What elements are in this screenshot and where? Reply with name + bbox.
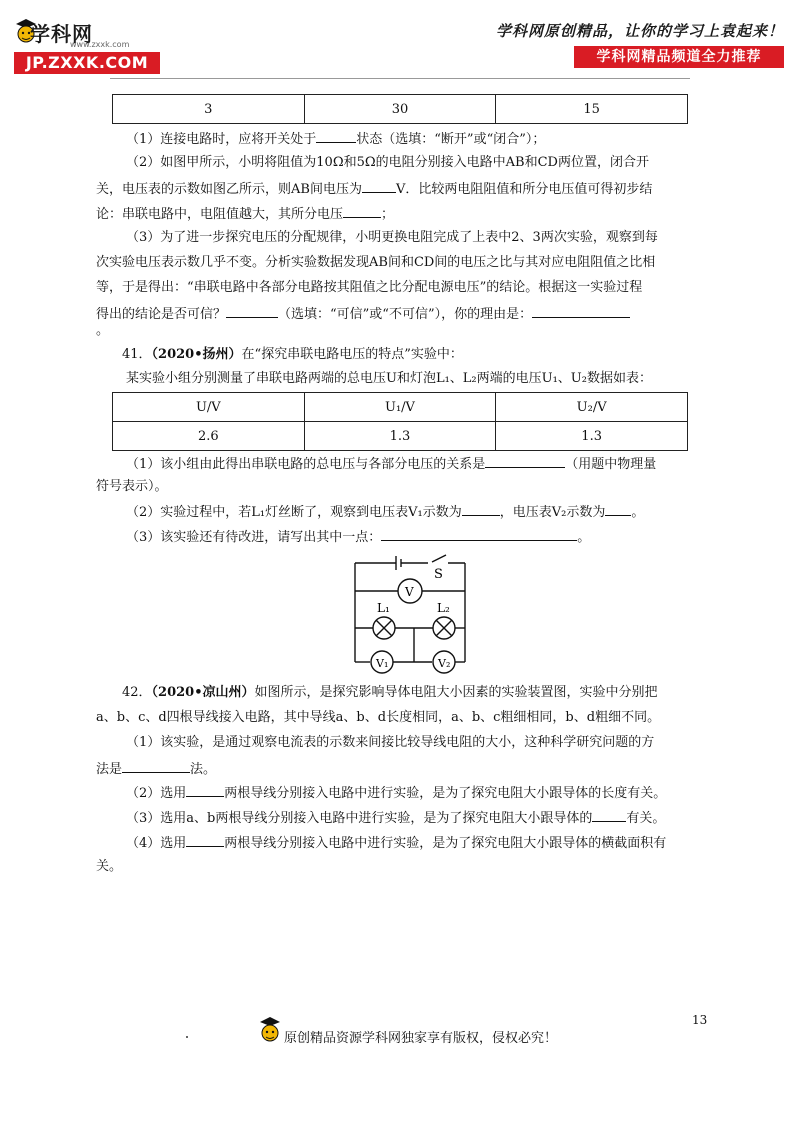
voltmeter2-label: V₂ xyxy=(438,657,451,670)
table-cell: 2.6 xyxy=(113,422,305,451)
answer-blank[interactable] xyxy=(316,129,356,143)
question-line: （3）该实验还有待改进，请写出其中一点： 。 xyxy=(126,527,590,547)
answer-blank[interactable] xyxy=(462,502,500,516)
footer-dot xyxy=(186,1036,188,1038)
question-41-title: 41．（2020•扬州）在“探究串联电路电压的特点”实验中： xyxy=(122,347,463,362)
question-line: （1）连接电路时，应将开关处于 状态（选填：“断开”或“闭合”）； xyxy=(126,129,545,149)
answer-blank[interactable] xyxy=(343,204,381,218)
lamp1-label: L₁ xyxy=(377,601,390,615)
table-row xyxy=(113,422,688,451)
mascot-icon xyxy=(258,1014,282,1046)
voltmeter1-label: V₁ xyxy=(376,657,389,670)
question-line: 次实验电压表示数几乎不变。分析实验数据发现AB间和CD间的电压之比与其对应电阻阻值之比相 xyxy=(96,255,656,270)
header-slogan: 学科网原创精品，让你的学习上袁起来！ xyxy=(495,22,784,40)
answer-blank[interactable] xyxy=(226,304,278,318)
question-line: （2）实验过程中，若L₁灯丝断了，观察到电压表V₁示数为 ，电压表V₂示数为 。 xyxy=(126,502,644,522)
site-logo xyxy=(14,16,164,76)
table-header: U/V xyxy=(113,393,305,422)
answer-blank[interactable] xyxy=(362,179,396,193)
logo-text: 学科网 www.zxxk.com xyxy=(30,22,130,49)
table-cell: 3 xyxy=(113,95,305,124)
table-cell: 1.3 xyxy=(304,422,496,451)
answer-blank[interactable] xyxy=(186,783,224,797)
table-cell: 1.3 xyxy=(496,422,688,451)
answer-blank[interactable] xyxy=(532,304,630,318)
table-cell: 15 xyxy=(496,95,688,124)
logo-url: JP.ZXXK.COM xyxy=(14,52,160,74)
question-line: 法是 法。 xyxy=(96,759,216,779)
data-table-top xyxy=(112,94,688,124)
switch-label: S xyxy=(434,567,443,582)
circuit-diagram xyxy=(340,548,480,674)
question-line: （2）如图甲所示，小明将阻值为10Ω和5Ω的电阻分别接入电路中AB和CD两位置，闭合开 xyxy=(126,155,649,170)
question-line: （3）为了进一步探究电压的分配规律，小明更换电阻完成了上表中2、3两次实验，观察到每 xyxy=(126,230,658,245)
data-table-q41 xyxy=(112,392,688,451)
answer-blank[interactable] xyxy=(381,527,577,541)
table-header-row xyxy=(113,393,688,422)
header-channel-badge: 学科网精品频道全力推荐 xyxy=(574,46,784,68)
question-42-title: 42．（2020•凉山州）如图所示，是探究影响导体电阻大小因素的实验装置图，实验中分别把 xyxy=(122,685,658,700)
header-divider xyxy=(110,78,690,79)
footer-copyright: 原创精品资源学科网独家享有版权，侵权必究！ xyxy=(284,1031,558,1046)
table-cell: 30 xyxy=(304,95,496,124)
question-line: （1）该实验，是通过观察电流表的示数来间接比较导线电阻的大小，这种科学研究问题的方 xyxy=(126,735,655,750)
question-line: 关。 xyxy=(96,859,123,874)
question-line: 等，于是得出：“串联电路中各部分电路按其阻值之比分配电源电压”的结论。根据这一实验过程 xyxy=(96,280,643,295)
question-line: （2）选用 两根导线分别接入电路中进行实验，是为了探究电阻大小跟导体的长度有关。 xyxy=(126,783,666,803)
page-number: 13 xyxy=(692,1013,708,1027)
question-line: 得出的结论是否可信？ （选填：“可信”或“不可信”），你的理由是： xyxy=(96,304,630,324)
answer-blank[interactable] xyxy=(592,808,626,822)
answer-blank[interactable] xyxy=(122,759,190,773)
table-row xyxy=(113,95,688,124)
question-line: 符号表示）。 xyxy=(96,479,168,494)
lamp2-label: L₂ xyxy=(437,601,450,615)
table-header: U₂/V xyxy=(496,393,688,422)
question-line: （1）该小组由此得出串联电路的总电压与各部分电压的关系是 （用题中物理量 xyxy=(126,454,656,474)
question-line: 论：串联电路中，电阻值越大，其所分电压 ； xyxy=(96,204,394,224)
question-line: （4）选用 两根导线分别接入电路中进行实验，是为了探究电阻大小跟导体的横截面积有 xyxy=(126,833,666,853)
question-line: （3）选用a、b两根导线分别接入电路中进行实验，是为了探究电阻大小跟导体的 有关。 xyxy=(126,808,665,828)
answer-blank[interactable] xyxy=(605,502,631,516)
question-line: 。 xyxy=(96,323,110,338)
question-line: a、b、c、d四根导线接入电路，其中导线a、b、d长度相同，a、b、c粗细相同，b、d粗细不同。 xyxy=(96,710,661,725)
question-line: 关，电压表的示数如图乙所示，则AB间电压为 V．比较两电阻阻值和所分电压值可得初步结 xyxy=(96,179,652,199)
voltmeter-label: V xyxy=(405,585,414,599)
answer-blank[interactable] xyxy=(485,454,565,468)
table-header: U₁/V xyxy=(304,393,496,422)
question-line: 某实验小组分别测量了串联电路两端的总电压U和灯泡L₁、L₂两端的电压U₁、U₂数据如表： xyxy=(126,371,652,386)
answer-blank[interactable] xyxy=(186,833,224,847)
